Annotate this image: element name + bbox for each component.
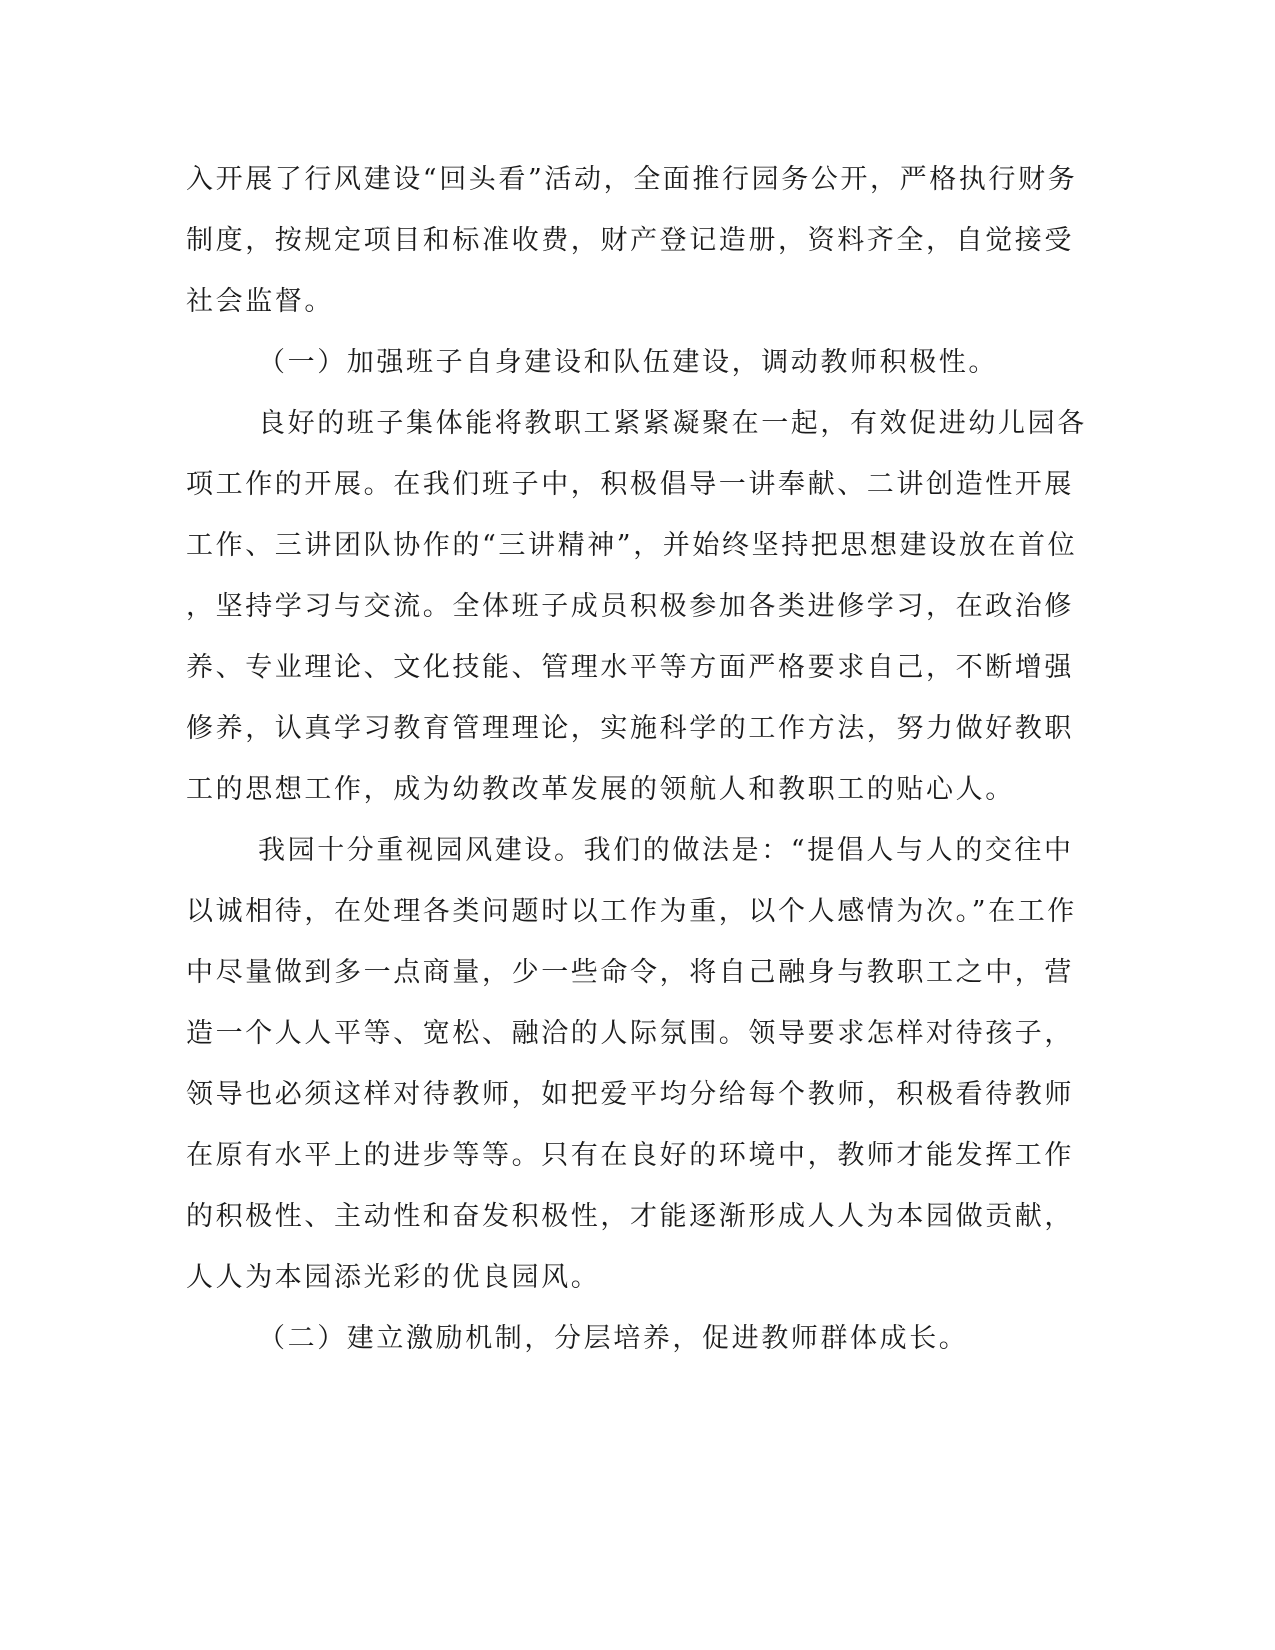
text-line: 项工作的开展。在我们班子中，积极倡导一讲奉献、二讲创造性开展 [186,469,1074,500]
text-line: 良好的班子集体能将教职工紧紧凝聚在一起，有效促进幼儿园各 [258,408,1087,439]
text-line: 造一个人人平等、宽松、融洽的人际氛围。领导要求怎样对待孩子， [186,1018,1074,1049]
text-line: 的积极性、主动性和奋发积极性，才能逐渐形成人人为本园做贡献， [186,1201,1074,1232]
text-line: 人人为本园添光彩的优良园风。 [186,1262,601,1293]
text-line: 修养，认真学习教育管理理论，实施科学的工作方法，努力做好教职 [186,713,1074,744]
text-line: 中尽量做到多一点商量，少一些命令，将自己融身与教职工之中，营 [186,957,1074,988]
text-line: 工作、三讲团队协作的“三讲精神”，并始终坚持把思想建设放在首位 [186,530,1078,561]
text-line: 养、专业理论、文化技能、管理水平等方面严格要求自己，不断增强 [186,652,1074,683]
text-line: 社会监督。 [186,286,334,317]
text-line: 以诚相待，在处理各类问题时以工作为重，以个人感情为次。”在工作 [186,896,1077,927]
text-line: 我园十分重视园风建设。我们的做法是：“提倡人与人的交往中 [258,835,1074,866]
text-line: 工的思想工作，成为幼教改革发展的领航人和教职工的贴心人。 [186,774,1015,805]
body-text [186,160,1087,1359]
section-heading-1: （一）加强班子自身建设和队伍建设，调动教师积极性。 [258,347,998,378]
text-line: 制度，按规定项目和标准收费，财产登记造册，资料齐全，自觉接受 [186,225,1074,256]
text-line: 在原有水平上的进步等等。只有在良好的环境中，教师才能发挥工作 [186,1140,1074,1171]
text-line: 领导也必须这样对待教师，如把爱平均分给每个教师，积极看待教师 [186,1079,1074,1110]
section-heading-2: （二）建立激励机制，分层培养，促进教师群体成长。 [258,1323,969,1354]
text-line: 入开展了行风建设“回头看”活动，全面推行园务公开，严格执行财务 [186,164,1078,195]
text-line: ，坚持学习与交流。全体班子成员积极参加各类进修学习，在政治修 [186,591,1074,622]
